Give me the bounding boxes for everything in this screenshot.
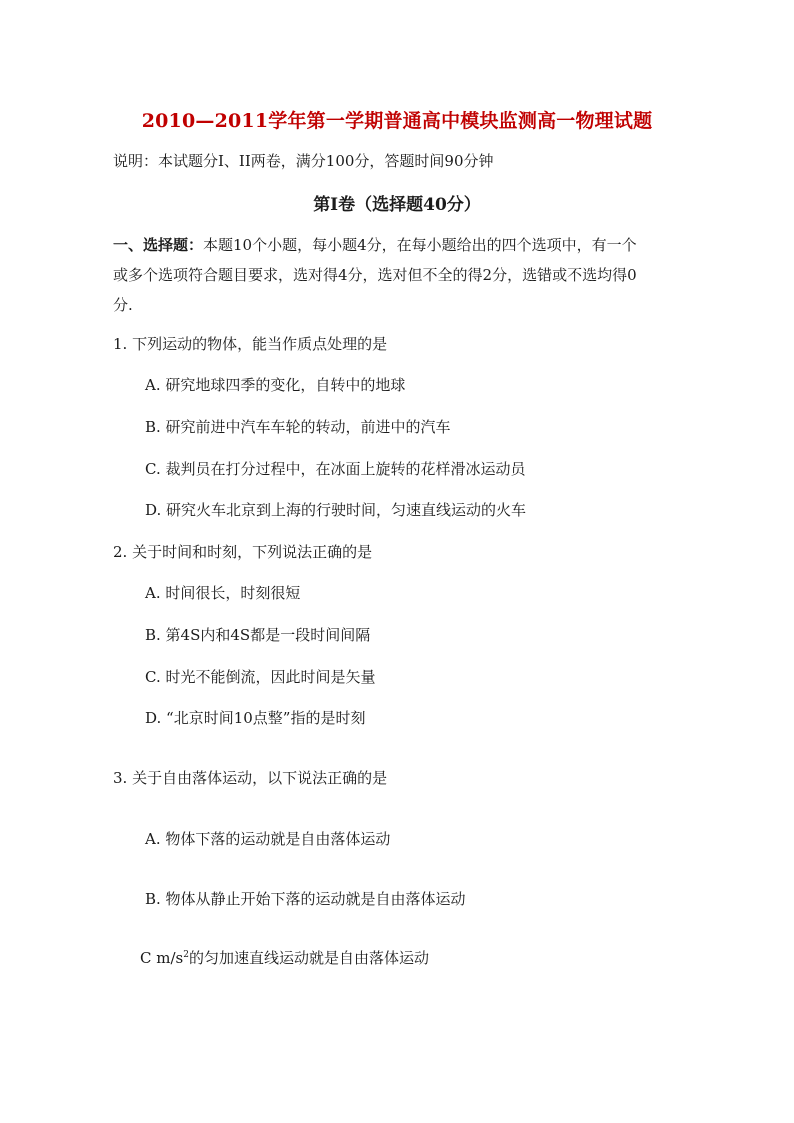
question-1-option-b: B. 研究前进中汽车车轮的转动，前进中的汽车	[145, 418, 451, 436]
instructions-line-3: 分.	[113, 296, 133, 314]
option-c-prefix: C m/s	[140, 949, 184, 967]
question-1-option-d: D. 研究火车北京到上海的行驶时间，匀速直线运动的火车	[145, 501, 527, 519]
question-2-option-d: D. “北京时间10点整”指的是时刻	[145, 709, 366, 727]
instructions-line-2: 或多个选项符合题目要求，选对得4分，选对但不全的得2分，选错或不选均得0	[113, 266, 637, 284]
question-3-option-b: B. 物体从静止开始下落的运动就是自由落体运动	[145, 890, 466, 908]
question-2-option-b: B. 第4S内和4S都是一段时间间隔	[145, 626, 371, 644]
question-2-option-a: A. 时间很长，时刻很短	[145, 584, 301, 602]
instructions-lead: 一、选择题：	[113, 236, 204, 254]
question-3-option-a: A. 物体下落的运动就是自由落体运动	[145, 830, 391, 848]
question-1-stem: 1. 下列运动的物体，能当作质点处理的是	[113, 335, 388, 353]
question-2-option-c: C. 时光不能倒流，因此时间是矢量	[145, 668, 376, 686]
instructions-line-1-text: 本题10个小题，每小题4分，在每小题给出的四个选项中，有一个	[203, 236, 637, 254]
question-3-stem: 3. 关于自由落体运动，以下说法正确的是	[113, 769, 388, 787]
option-c-superscript: 2	[183, 950, 189, 960]
instructions-line-1	[113, 230, 673, 260]
question-1-option-c: C. 裁判员在打分过程中，在冰面上旋转的花样滑冰运动员	[145, 460, 526, 478]
section-title: 第Ⅰ卷（选择题40分）	[313, 195, 481, 215]
question-2-stem: 2. 关于时间和时刻，下列说法正确的是	[113, 543, 373, 561]
question-1-option-a: A. 研究地球四季的变化，自转中的地球	[145, 376, 406, 394]
exam-note: 说明：本试题分I、II两卷，满分100分，答题时间90分钟	[113, 152, 494, 170]
page-title: 2010—2011学年第一学期普通高中模块监测高一物理试题	[141, 110, 653, 132]
question-3-option-c-fragment	[140, 947, 429, 968]
option-c-suffix: 的匀加速直线运动就是自由落体运动	[188, 949, 429, 967]
instructions	[113, 230, 673, 320]
